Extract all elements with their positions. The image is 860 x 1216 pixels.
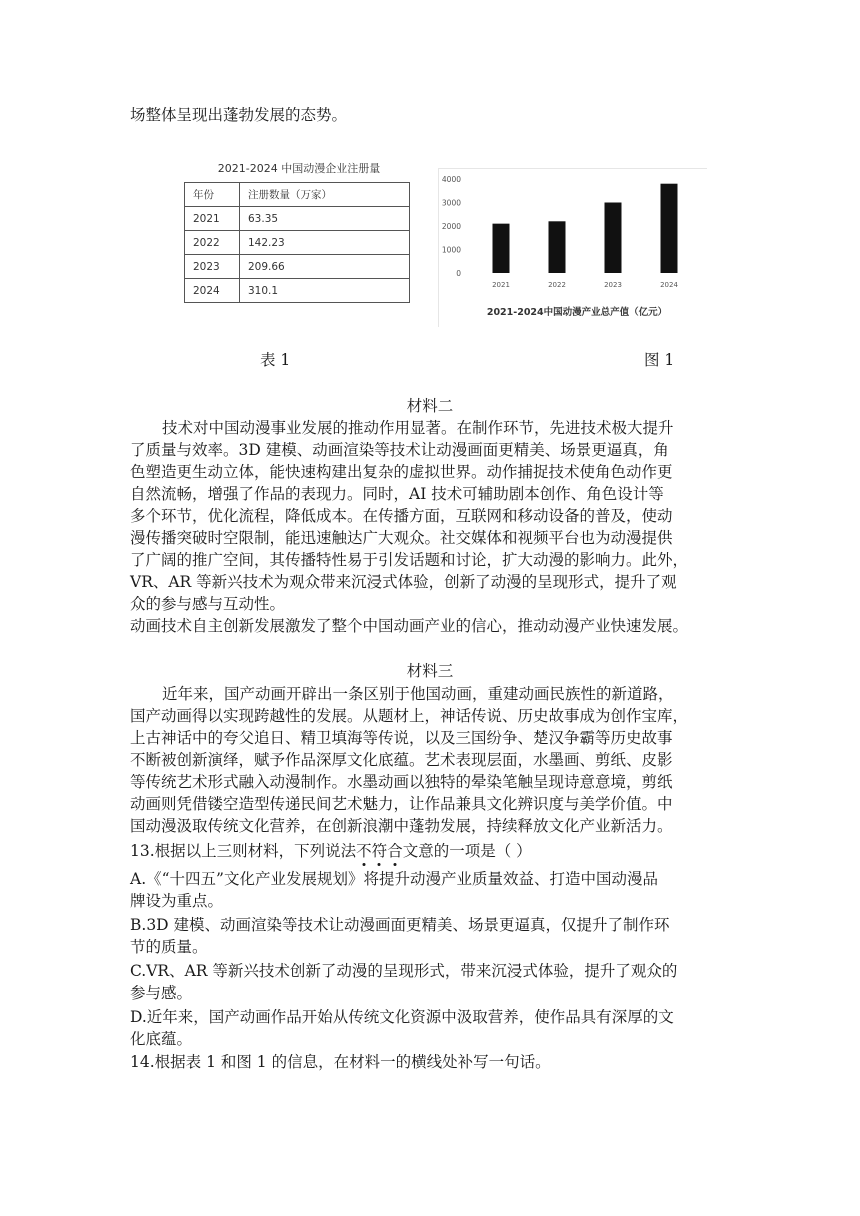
option-a-line1: A.《“十四五”文化产业发展规划》将提升动漫产业质量效益、打造中国动漫品 (130, 870, 658, 888)
question-14: 14.根据表 1 和图 1 的信息，在材料一的横线处补写一句话。 (130, 1053, 551, 1071)
x-tick-label: 2021 (492, 281, 510, 289)
table-cell: 209.66 (240, 255, 410, 279)
chart-title: 2021-2024中国动漫产业总产值（亿元） (486, 307, 668, 318)
table-cell: 2024 (185, 279, 240, 303)
material2-line: 漫传播突破时空限制，能迅速触达广大观众。社交媒体和视频平台也为动漫提供 (130, 529, 673, 547)
y-tick-label: 4000 (441, 175, 461, 184)
material2-line: 技术对中国动漫事业发展的推动作用显著。在制作环节，先进技术极大提升 (162, 419, 674, 437)
emphasis-char: 符 (371, 842, 388, 860)
material3-line: 国产动画得以实现跨越性的发展。从题材上，神话传说、历史故事成为创作宝库， (130, 707, 689, 725)
material2-line: VR、AR 等新兴技术为观众带来沉浸式体验，创新了动漫的呈现形式，提升了观 (130, 573, 677, 591)
x-tick-label: 2022 (548, 281, 566, 289)
intro-tail-text: 场整体呈现出蓬勃发展的态势。 (130, 106, 348, 124)
y-tick-label: 0 (456, 269, 461, 278)
material2-line: 众的参与感与互动性。 (130, 595, 286, 613)
x-tick-label: 2023 (604, 281, 622, 289)
option-d-line2: 化底蕴。 (130, 1030, 193, 1048)
material2-line: 自然流畅，增强了作品的表现力。同时，AI 技术可辅助剧本创作、角色设计等 (130, 485, 664, 503)
bar-chart-figure (438, 168, 707, 327)
emphasis-char: 合 (387, 842, 403, 860)
option-c-line2: 参与感。 (130, 984, 193, 1002)
material3-line: 不断被创新演绎，赋予作品深厚文化底蕴。艺术表现层面，水墨画、剪纸、皮影 (130, 751, 673, 769)
table-figure (184, 160, 414, 303)
bar (661, 184, 678, 273)
question-13-stem (130, 840, 532, 862)
material2-line: 色塑造更生动立体，能快速构建出复杂的虚拟世界。动作捕捉技术使角色动作更 (130, 463, 673, 481)
x-tick-label: 2024 (660, 281, 678, 289)
table-header-cell: 注册数量（万家） (240, 183, 410, 207)
option-b-line2: 节的质量。 (130, 938, 208, 956)
table-cell: 142.23 (240, 231, 410, 255)
material2-line: 动画技术自主创新发展激发了整个中国动画产业的信心，推动动漫产业快速发展。 (130, 617, 689, 635)
table-row (185, 255, 410, 279)
bar (605, 203, 622, 274)
table-row (185, 207, 410, 231)
table-row (185, 279, 410, 303)
question-13-stem-end: 文意的一项是（ ） (402, 842, 532, 860)
table-cell: 2022 (185, 231, 240, 255)
y-tick-label: 2000 (441, 222, 461, 231)
table-cell: 2021 (185, 207, 240, 231)
table-header-cell: 年份 (185, 183, 240, 207)
material2-line: 多个环节，优化流程，降低成本。在传播方面，互联网和移动设备的普及，使动 (130, 507, 673, 525)
registration-table (184, 182, 410, 303)
material3-line: 等传统艺术形式融入动漫制作。水墨动画以独特的晕染笔触呈现诗意意境，剪纸 (130, 773, 673, 791)
y-tick-label: 3000 (441, 198, 461, 208)
material3-title: 材料三 (406, 662, 454, 680)
material3-line: 国动漫汲取传统文化营养，在创新浪潮中蓬勃发展，持续释放文化产业新活力。 (130, 817, 673, 835)
option-a-line2: 牌设为重点。 (130, 892, 224, 910)
material2-line: 了广阔的推广空间，其传播特性易于引发话题和讨论，扩大动漫的影响力。此外， (130, 551, 689, 569)
table-cell: 63.35 (240, 207, 410, 231)
figure-caption: 图 1 (644, 351, 675, 369)
option-b-line1: B.3D 建模、动画渲染等技术让动漫画面更精美、场景更逼真，仅提升了制作环 (130, 916, 670, 934)
bar (493, 224, 510, 273)
question-13-stem-start: 13.根据以上三则材料，下列说法 (130, 842, 357, 860)
table-title: 2021-2024 中国动漫企业注册量 (217, 162, 381, 175)
emphasis-char: 不 (356, 842, 372, 860)
bar-chart (439, 169, 707, 327)
table-cell: 310.1 (240, 279, 410, 303)
option-d-line1: D.近年来，国产动画作品开始从传统文化资源中汲取营养，使作品具有深厚的文 (130, 1008, 674, 1026)
table-header-row (185, 183, 410, 207)
material3-line: 近年来，国产动画开辟出一条区别于他国动画，重建动画民族性的新道路， (162, 685, 674, 703)
material2-line: 了质量与效率。3D 建模、动画渲染等技术让动漫画面更精美、场景更逼真，角 (130, 441, 669, 459)
table-cell: 2023 (185, 255, 240, 279)
material3-line: 动画则凭借镂空造型传递民间艺术魅力，让作品兼具文化辨识度与美学价值。中 (130, 795, 673, 813)
table-row (185, 231, 410, 255)
table-caption: 表 1 (260, 351, 291, 369)
y-tick-label: 1000 (441, 245, 461, 255)
material2-title: 材料二 (406, 397, 454, 415)
bar (549, 221, 566, 273)
option-c-line1: C.VR、AR 等新兴技术创新了动漫的呈现形式，带来沉浸式体验，提升了观众的 (130, 962, 678, 980)
material3-line: 上古神话中的夸父追日、精卫填海等传说，以及三国纷争、楚汉争霸等历史故事 (130, 729, 673, 747)
